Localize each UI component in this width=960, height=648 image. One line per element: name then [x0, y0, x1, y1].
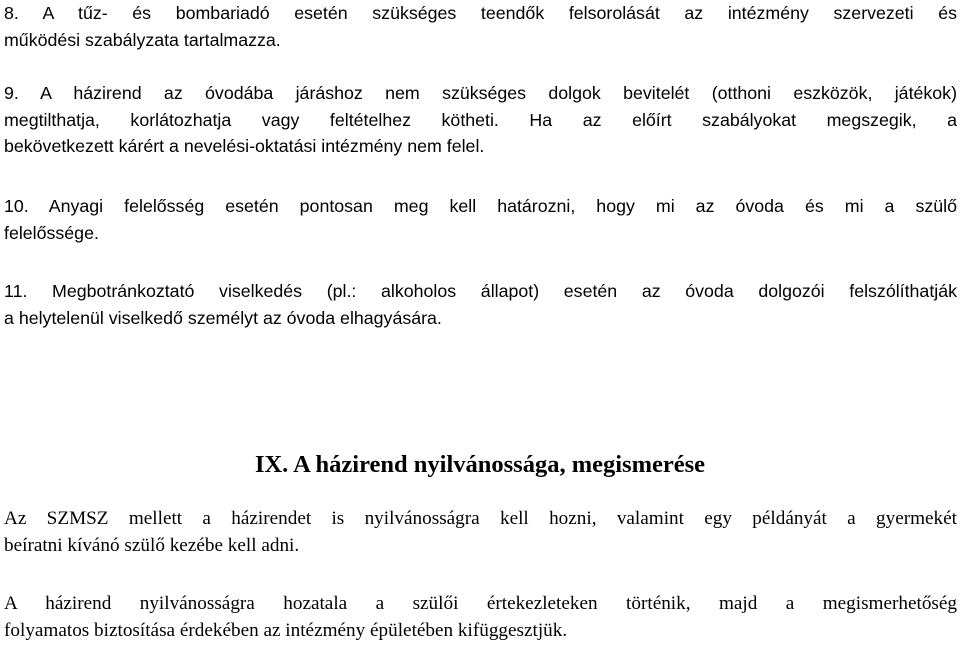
item-8-line-2: működési szabályzata tartalmazza. [4, 29, 281, 50]
section-paragraph-1-line-2: beíratni kívánó szülő kezébe kell adni. [4, 534, 300, 556]
section-paragraph-1-line-1: Az SZMSZ mellett a házirendet is nyilvánosságra kell hozni, valamint egy példányát a gyermekét [4, 508, 957, 529]
item-9-paragraph [4, 80, 957, 160]
section-paragraph-2-line-1: A házirend nyilvánosságra hozatala a szülői értekezleteken történik, majd a megismerhetőség [4, 593, 957, 614]
item-11-line-2: a helytelenül viselkedő személyt az óvoda elhagyására. [4, 307, 442, 328]
section-paragraph-2-line-2: folyamatos biztosítása érdekében az intézmény épületében kifüggesztjük. [4, 619, 568, 641]
item-10-paragraph [4, 193, 957, 246]
item-11-line-1: 11. Megbotránkoztató viselkedés (pl.: alkoholos állapot) esetén az óvoda dolgozói felszólíthatják [4, 281, 957, 301]
item-11-paragraph [4, 278, 957, 331]
item-10-line-2: felelőssége. [4, 222, 99, 243]
item-9-line-2: megtilthatja, korlátozhatja vagy feltételhez kötheti. Ha az előírt szabályokat megszegik, a [4, 109, 957, 130]
item-9-line-3: bekövetkezett kárért a nevelési-oktatási intézmény nem felel. [4, 136, 485, 156]
section-paragraph-1 [4, 506, 957, 559]
item-8-paragraph [4, 0, 957, 53]
section-paragraph-2 [4, 591, 957, 644]
item-10-line-1: 10. Anyagi felelősség esetén pontosan meg kell határozni, hogy mi az óvoda és mi a szülő [4, 196, 957, 216]
section-heading: IX. A házirend nyilvánossága, megismerése [254, 451, 706, 478]
item-8-line-1: 8. A tűz- és bombariadó esetén szükséges teendők felsorolását az intézmény szervezeti és [4, 3, 957, 23]
item-9-line-1: 9. A házirend az óvodába járáshoz nem szükséges dolgok bevitelét (otthoni eszközök, játékok) [4, 83, 957, 103]
